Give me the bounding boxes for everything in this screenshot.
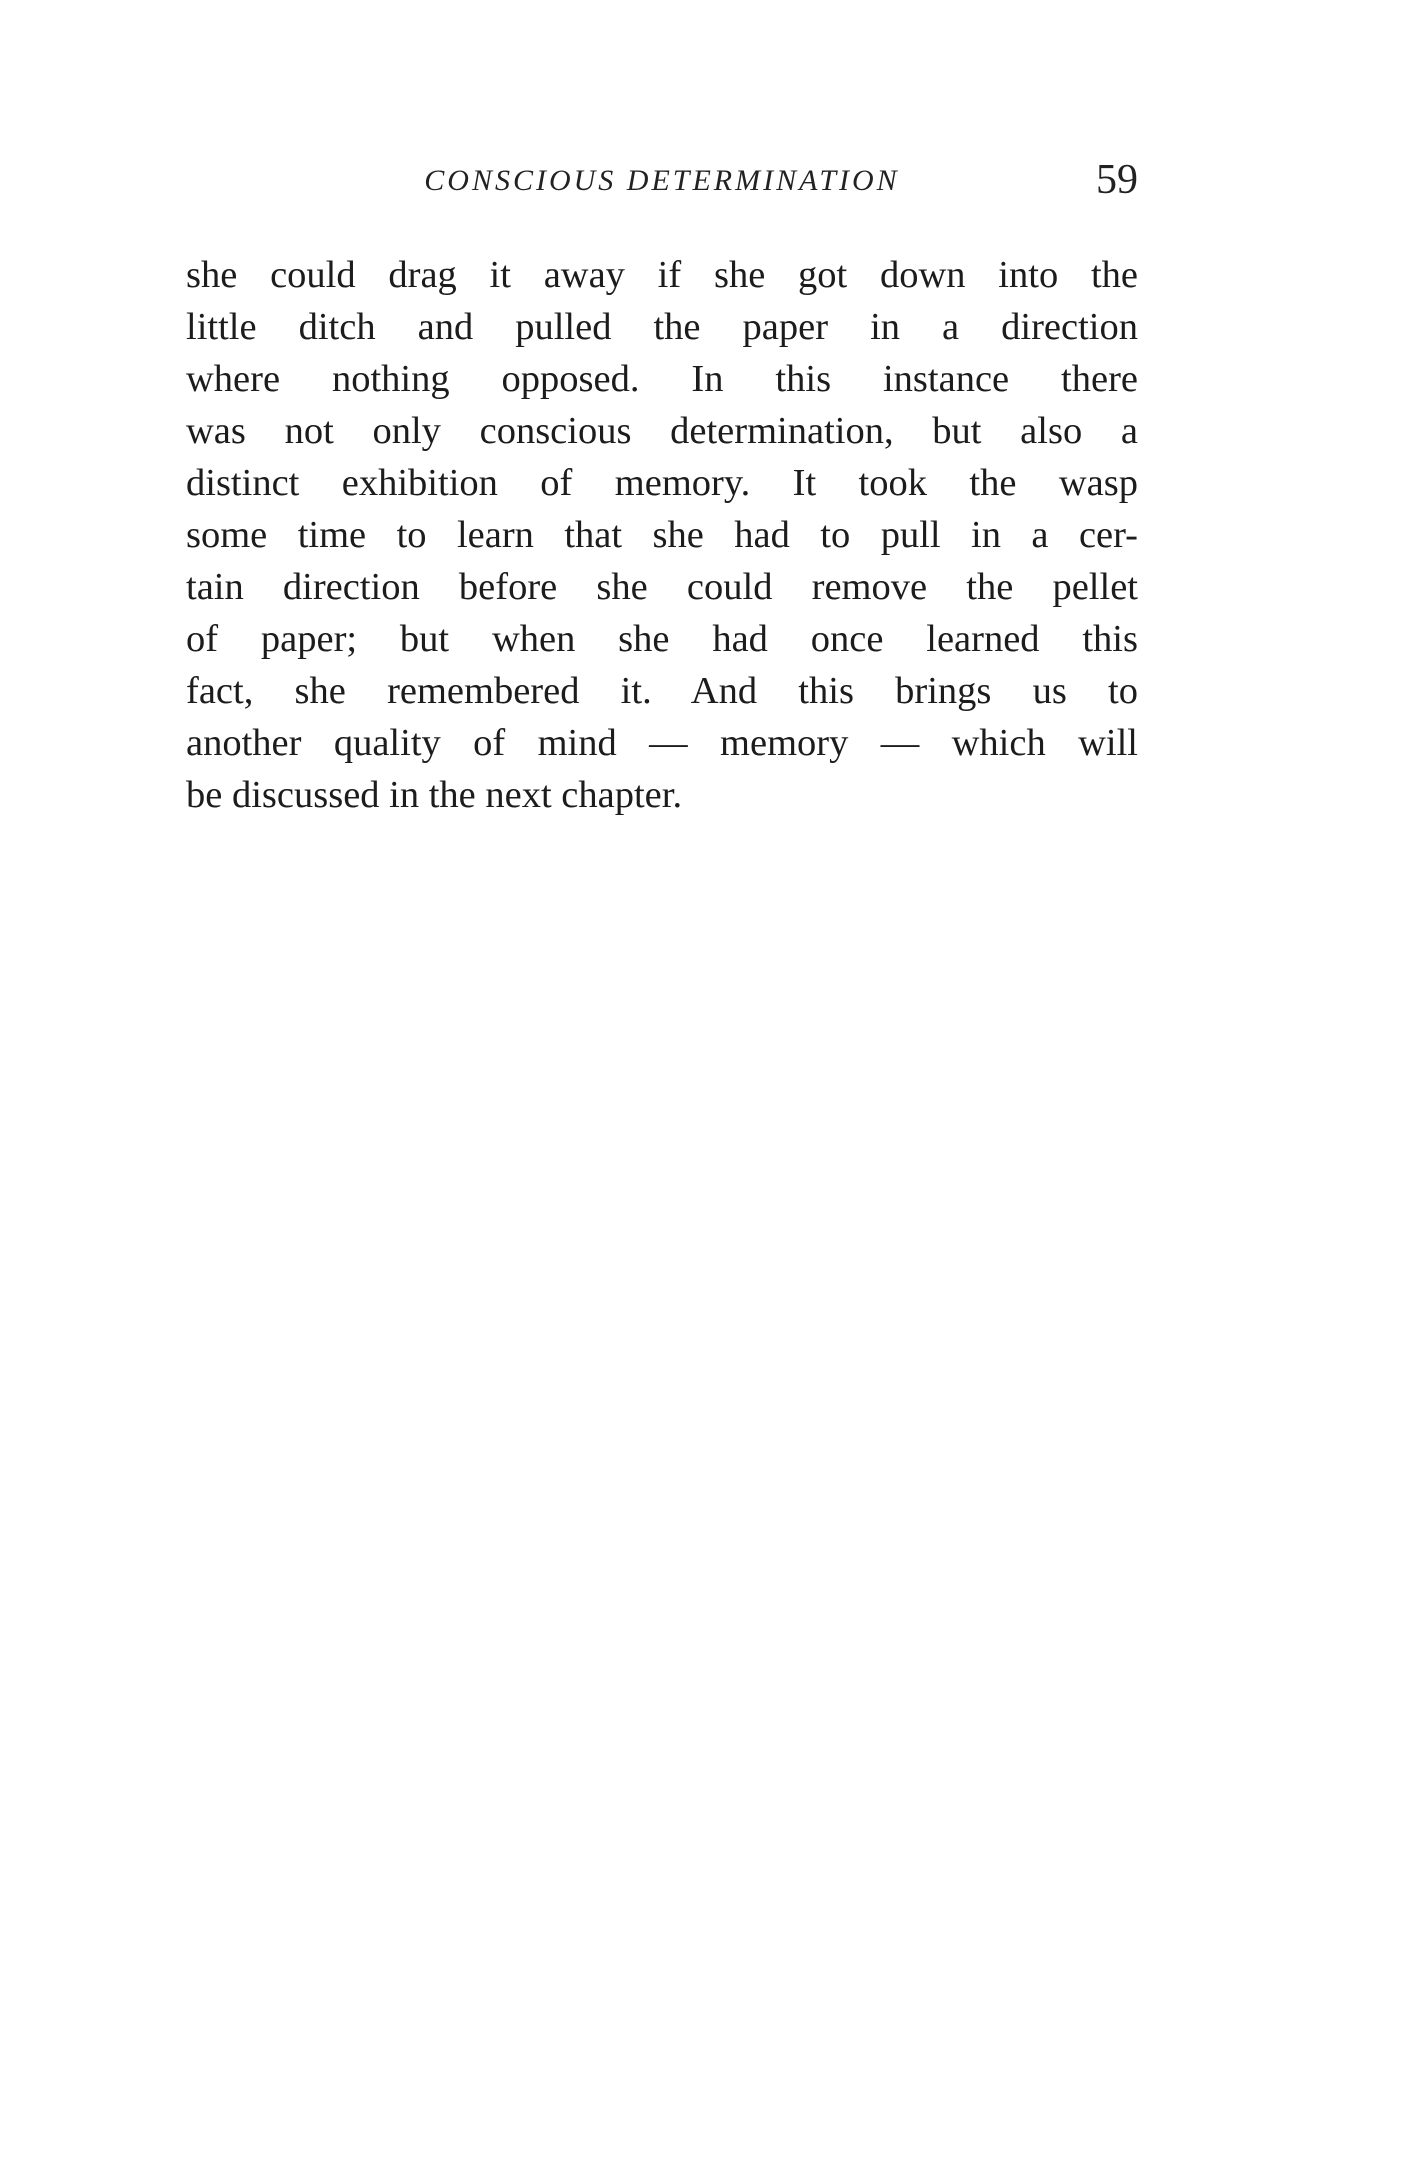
text-line: little ditch and pulled the paper in a direction bbox=[186, 306, 1138, 348]
text-line: she could drag it away if she got down into the bbox=[186, 254, 1138, 296]
running-header bbox=[186, 150, 1138, 210]
text-line: be discussed in the next chapter. bbox=[186, 774, 683, 816]
text-line: tain direction before she could remove the pellet bbox=[186, 566, 1138, 608]
text-line: of paper; but when she had once learned this bbox=[186, 618, 1138, 660]
text-line: fact, she remembered it. And this brings us to bbox=[186, 670, 1138, 712]
text-line: another quality of mind — memory — which will bbox=[186, 722, 1138, 764]
text-line: was not only conscious determination, but also a bbox=[186, 410, 1138, 452]
body-paragraph bbox=[186, 249, 1138, 821]
running-title: CONSCIOUS DETERMINATION bbox=[424, 164, 900, 197]
text-line: distinct exhibition of memory. It took the wasp bbox=[186, 462, 1138, 504]
text-line: where nothing opposed. In this instance there bbox=[186, 358, 1138, 400]
text-line: some time to learn that she had to pull in a cer- bbox=[186, 514, 1138, 556]
page-number: 59 bbox=[1096, 157, 1138, 203]
